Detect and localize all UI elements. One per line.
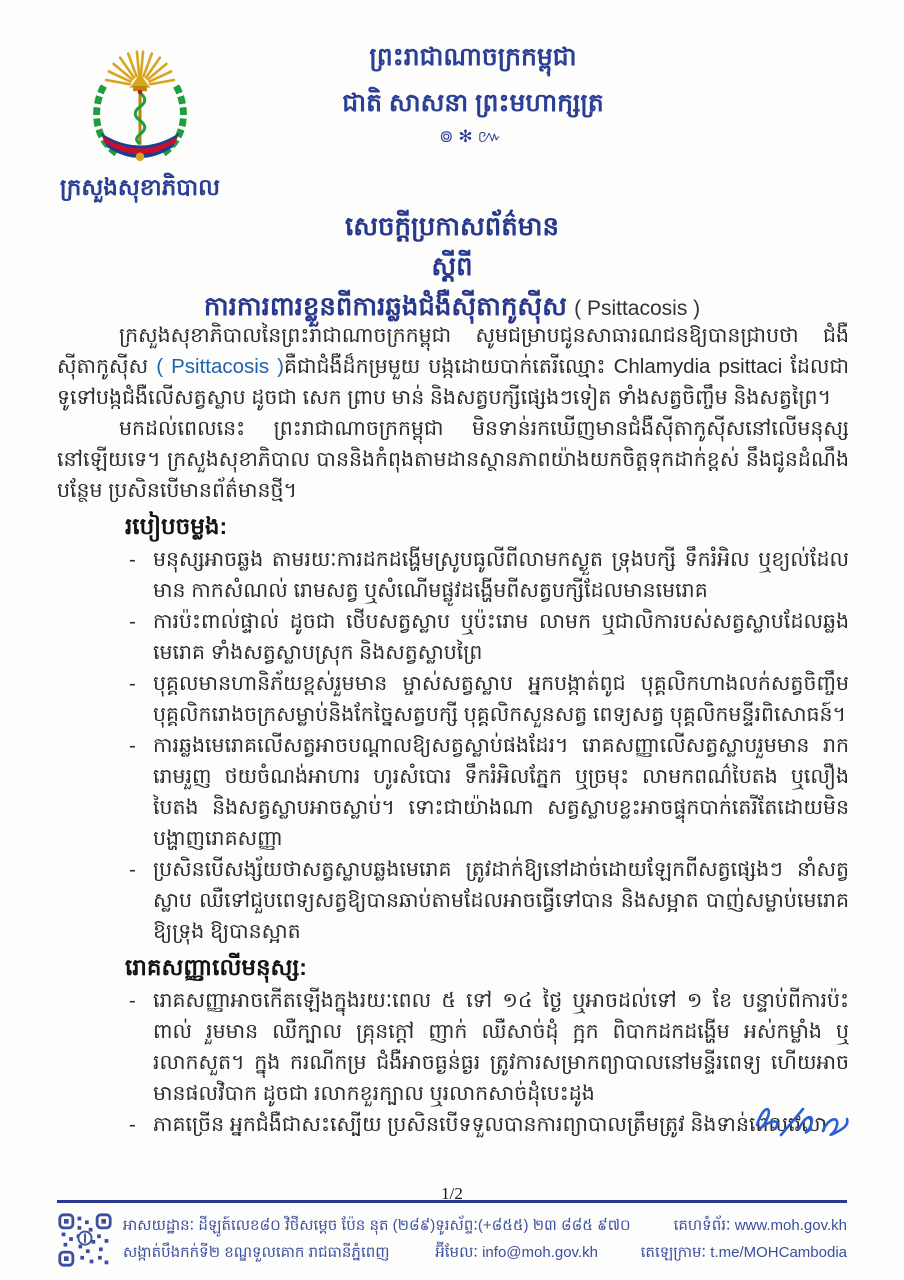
paragraph-intro-part1: ក្រសួងសុខាភិបាលនៃព្រះរាជាណាចក្រកម្ពុជា សូមជម្រាបជូនសាធារណជនឱ្យបានជ្រាបថា ជំងឺស៊ីតាកូស៊ីស: [57, 324, 849, 378]
logo-snake-head: [138, 90, 142, 94]
footer-address-line2: សង្កាត់បឹងកក់ទី២ ខណ្ឌទួលគោក រាជធានីភ្នំពេញ: [123, 1244, 390, 1261]
title-regarding: ស្តីពី: [431, 251, 473, 281]
khmer-ornament: ៙✻៚: [439, 127, 507, 146]
list-item: [127, 985, 849, 1109]
paragraph-intro: [57, 320, 849, 413]
bullet-dash: -: [129, 989, 136, 1012]
page-number: 1/2: [441, 1184, 463, 1203]
logo-bottom-ornament: [136, 152, 145, 161]
list-item: [127, 854, 849, 947]
list-item-text: ភាគច្រើន អ្នកជំងឺជាសះស្បើយ ប្រសិនបើទទួលបានការព្យាបាលត្រឹមត្រូវ និងទាន់ពេលវេលា: [153, 1113, 828, 1136]
footer-contact-column: [435, 1212, 640, 1266]
national-header: [248, 40, 698, 151]
title-subject-khmer: ការការពារខ្លួនពីការឆ្លងជំងឺស៊ីតាកូស៊ីស: [203, 291, 575, 321]
title-press-release: សេចក្តីប្រកាសព័ត៌មាន: [344, 211, 560, 241]
list-item-text: រោគសញ្ញាអាចកើតឡើងក្នុងរយៈពេល ៥ ទៅ ១៤ ថ្ងៃ ឬអាចដល់ទៅ ១ ខែ បន្ទាប់ពីការប៉ះពាល់ រួមមាន ឈឺក្បាល គ្រុនក្តៅ ញាក់ ឈឺសាច់ដុំ ក្អក ពិបាកដកដង្ហើម អស់កម្លាំង ឬ រលាកសួត។ ក្នុង ករណីកម្រ ជំងឺអាចធ្ងន់ធ្ងរ ត្រូវការសម្រាកព្យាបាលនៅមន្ទីរពេទ្យ ហើយអាចមានផលវិបាក ដូចជា រលាកខួរក្បាល ឬរលាកសាច់ដុំបេះដូង: [153, 989, 849, 1105]
bullet-dash: -: [129, 734, 136, 757]
bullet-dash: -: [129, 858, 136, 881]
ministry-logo-block: [40, 36, 240, 207]
section-heading-transmission: របៀបចម្លង:: [125, 513, 228, 539]
bullet-dash: -: [129, 610, 136, 633]
ministry-of-health-logo-icon: [71, 36, 209, 174]
footer-telegram: តេឡេក្រាមៈ t.me/MOHCambodia: [640, 1244, 847, 1261]
title-subject-latin: ( Psittacosis ): [574, 297, 701, 320]
ministry-name: ក្រសួងសុខាភិបាល: [59, 174, 221, 200]
psittacosis-highlight: ( Psittacosis ): [156, 355, 284, 378]
paragraph-status: មកដល់ពេលនេះ ព្រះរាជាណាចក្រកម្ពុជា មិនទាន់រកឃើញមានជំងឺស៊ីតាកូស៊ីសនៅលើមនុស្សនៅឡើយទេ។ ក្រសួងសុខាភិបាល បាននិងកំពុងតាមដានស្ថានភាពយ៉ាងយកចិត្តទុកដាក់ខ្ពស់ នឹងជូនដំណឹងបន្ថែម ប្រសិនបើមានព័ត៌មានថ្មី។: [57, 417, 849, 502]
section-heading-symptoms: រោគសញ្ញាលើមនុស្ស:: [125, 954, 307, 980]
list-item: [127, 730, 849, 854]
footer-email: អ៊ីមែលៈ info@moh.gov.kh: [435, 1244, 598, 1261]
list-item: [127, 544, 849, 606]
footer: [57, 1200, 847, 1268]
list-item: [127, 668, 849, 730]
footer-web-column: [641, 1212, 847, 1266]
list-item-text: បុគ្គលមានហានិភ័យខ្ពស់រួមមាន ម្ចាស់សត្វស្លាប អ្នកបង្កាត់ពូជ បុគ្គលិកហាងលក់សត្វចិញ្ចឹម បុគ្គលិករោងចក្រសម្លាប់និងកែច្នៃសត្វបក្សី បុគ្គលិកសួនសត្វ ពេទ្យសត្វ បុគ្គលិកមន្ទីរពិសោធន៍។: [153, 672, 849, 726]
symptoms-list: [57, 985, 849, 1140]
bullet-dash: -: [129, 1113, 136, 1136]
list-item: [127, 606, 849, 668]
list-item-text: ការប៉ះពាល់ផ្ទាល់ ដូចជា ថើបសត្វស្លាប ឬប៉ះរោម លាមក ឬជាលិការបស់សត្វស្លាបដែលឆ្លងមេរោគ ទាំងសត្វស្លាបស្រុក និងសត្វស្លាបព្រៃ: [153, 610, 849, 664]
list-item-text: ការឆ្លងមេរោគលើសត្វអាចបណ្តាលឱ្យសត្វស្លាប់ផងដែរ។ រោគសញ្ញាលើសត្វស្លាបរួមមាន រាក រោមរួញ ថយចំណង់អាហារ ហូរសំបោរ ទឹករំអិលភ្នែក ឬច្រមុះ លាមកពណ៌បៃតង ឬលឿងបៃតង និងសត្វស្លាបអាចស្លាប់។ ទោះជាយ៉ាងណា សត្វស្លាបខ្លះអាចផ្ទុកបាក់តេរីតែដោយមិនបង្ហាញរោគសញ្ញា: [153, 734, 849, 850]
bullet-dash: -: [129, 548, 136, 571]
footer-website: គេហទំព័រៈ www.moh.gov.kh: [673, 1217, 847, 1234]
paragraph-intro-part2: គឺជាជំងឺដ៏កម្រមួយ បង្កដោយបាក់តេរីឈ្មោះ Chlamydia psittaci ដែលជាទូទៅបង្កជំងឺលើសត្វស្លាប ដូចជា សេក ព្រាប មាន់ និងសត្វបក្សីផ្សេងៗទៀត ទាំងសត្វចិញ្ចឹម និងសត្វព្រៃ។: [57, 355, 849, 409]
footer-address-line1: អាសយដ្ឋានៈ ដីឡូត៍លេខ៨០ វិថីសម្តេច ប៉ែន នុត (២៨៩): [123, 1217, 436, 1234]
list-item-text: មនុស្សអាចឆ្លង តាមរយៈការដកដង្ហើមស្រូបធូលីពីលាមកស្ងួត ទ្រុងបក្សី ទឹករំអិល ឬខ្យល់ដែលមាន កាកសំណល់ រោមសត្វ ឬសំណើមផ្លូវដង្ហើមពីសត្វបក្សីដែលមានមេរោគ: [153, 548, 849, 602]
list-item-text: ប្រសិនបើសង្ស័យថាសត្វស្លាបឆ្លងមេរោគ ត្រូវដាក់ឱ្យនៅដាច់ដោយឡែកពីសត្វផ្សេងៗ នាំសត្វស្លាប ឈឺទៅជួបពេទ្យសត្វឱ្យបានឆាប់តាមដែលអាចធ្វើទៅបាន និងសម្អាត បាញ់សម្លាប់មេរោគឱ្យទ្រុង ឱ្យបានស្អាត: [153, 858, 849, 943]
footer-phone: ទូរស័ព្ទៈ(+៨៥៥) ២៣ ៨៨៥ ៩៧០: [435, 1217, 631, 1234]
document-title-block: [0, 206, 904, 329]
qr-code-icon: [57, 1212, 113, 1268]
national-motto: ជាតិ សាសនា ព្រះមហាក្សត្រ: [342, 89, 604, 117]
transmission-list: [57, 544, 849, 947]
bullet-dash: -: [129, 672, 136, 695]
document-body: [57, 320, 849, 1140]
kingdom-title: ព្រះរាជាណាចក្រកម្ពុជា: [369, 43, 577, 71]
footer-address-column: [123, 1212, 435, 1266]
list-item: [127, 1109, 849, 1140]
